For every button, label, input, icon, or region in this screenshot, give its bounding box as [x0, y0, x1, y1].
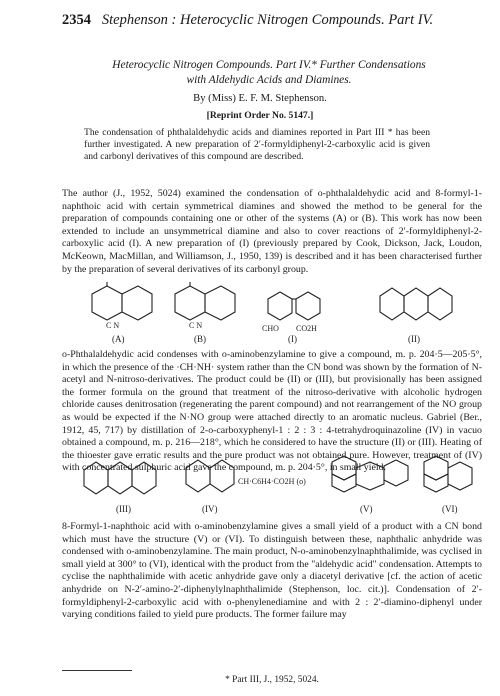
formula-V-ring2: [332, 474, 356, 492]
formula-II-ring3: [428, 288, 452, 320]
formula-label-B: (B): [194, 334, 206, 344]
title-line-2: with Aldehydic Acids and Diamines.: [186, 74, 352, 86]
footnote-rule: [62, 670, 132, 671]
formula-row-2: [62, 452, 482, 518]
article-title: [74, 58, 464, 88]
formula-I-left-group: CHO: [262, 324, 279, 333]
formula-row-1: [62, 278, 482, 346]
formula-V-ring3: [356, 462, 384, 490]
formula-IV-ring2: [210, 460, 234, 492]
formula-A-ring2: [122, 286, 152, 320]
formula-B-ring1: [175, 286, 205, 320]
abstract: The condensation of phthalaldehydic acids and diamines reported in Part III * has been further investigated. A new preparation of 2′-formyldiphenyl-2-carboxylic acid is given and carbonyl derivatives of this compound are described.: [84, 127, 430, 162]
formula-V-ring4: [384, 460, 408, 486]
formula-I-ring2: [296, 292, 320, 320]
formula-IV-ring1: [186, 460, 210, 492]
paragraph-3: [62, 521, 482, 622]
formula-I-right-group: CO2H: [296, 324, 317, 333]
formula-B-atoms: C N: [189, 321, 203, 330]
formula-II-ring2: [404, 288, 428, 320]
formula-label-A: (A): [112, 334, 125, 344]
formula-B-ring2: [205, 286, 235, 320]
formula-label-V: (V): [360, 504, 373, 514]
formula-III-ring1: [84, 462, 108, 494]
reprint-order: [Reprint Order No. 5147.]: [206, 110, 314, 121]
author-line: By (Miss) E. F. M. Stephenson.: [193, 93, 327, 104]
formula-label-I: (I): [288, 334, 297, 344]
formula-label-IV: (IV): [202, 504, 218, 514]
paragraph-1: [62, 188, 482, 276]
formula-VI-ring2: [424, 474, 448, 492]
formula-II-ring1: [380, 288, 404, 320]
formula-label-III: (III): [116, 504, 131, 514]
formula-IV-substituent: CH·C6H4·CO2H (o): [238, 477, 306, 486]
formula-label-II: (II): [408, 334, 420, 344]
formula-label-VI: (VI): [442, 504, 458, 514]
formula-A-atoms: C N: [106, 321, 120, 330]
running-header: [62, 12, 433, 29]
title-line-1: Heterocyclic Nitrogen Compounds. Part IV.* Further Condensations: [112, 59, 426, 71]
page-number: 2354: [62, 12, 91, 28]
formula-III-ring2: [108, 462, 132, 494]
formula-III-ring3: [132, 462, 156, 494]
footnote: * Part III, J., 1952, 5024.: [225, 675, 319, 685]
formula-VI-ring3: [448, 462, 472, 490]
running-title: Stephenson : Heterocyclic Nitrogen Compounds. Part IV.: [101, 12, 434, 28]
paragraph-2-text: o-Phthalaldehydic acid condenses with o-aminobenzylamine to give a compound, m. p. 204·5—205·5°, in which the presence of the ·CH·NH· system rather than the CN bond was shown by the formation of N-acetyl and N-nitroso-derivatives. The product could be (II) or (III), but provisionally has been assigned the former formula on the ground that treatment of the nitroso-derivative with alcoholic hydrogen chloride causes denitrosation (regenerating the parent compound) and not rearrangement of the NO group as would be expected if the N·NO group were attached directly to an aromatic nucleus. Gabriel (Ber., 1912, 45, 717) by distillation of 2-o-carboxyphenyl-1 : 2 : 3 : 4-tetrahydroquinazoline (IV) in vacuo obtained a compound, m. p. 216—218°, which he considered to have the structure (II) or (III). Heating of the thioester gave erratic results and the pure product was not obtained pure. However, treatment of (IV) with concentrated sulphuric acid gave the compound, m. p. 204·5°, in small yield.: [62, 349, 482, 474]
formula-I-ring1: [268, 292, 292, 320]
paragraph-1-text: The author (J., 1952, 5024) examined the condensation of o-phthalaldehydic acid and 8-formyl-1-naphthoic acid with certain symmetrical diamines and showed the method to be general for the preparation of compounds containing one or other of the systems (A) or (B). This work has now been extended to include an unsymmetrical diamine and also to cover reactions of 2′-formyldiphenyl-2-carboxylic acid (I). A new preparation of (I) (previously prepared by Cook, Dickson, Jack, Loudon, McKeown, MacMillan, and Williamson, J., 1950, 139) is described and it has been characterised further by the preparation of several derivatives of its carbonyl group.: [62, 188, 482, 275]
formula-A-ring1: [92, 286, 122, 320]
paragraph-3-text: 8-Formyl-1-naphthoic acid with o-aminobenzylamine gives a small yield of a product with a CN bond which must have the structure (V) or (VI). To distinguish between these, naphthalic anhydride was condensed with o-aminobenzylamine. The main product, N-o-aminobenzylnaphthalimide, was cyclised in small yield at 300° to (VI), identical with the product from the "aldehydic acid" condensation. Attempts to cyclise the naphthalimide with acetic anhydride gave only a diacetyl derivative [cf. the action of acetic anhydride on N-2′-amino-2′-diphenylylnaphthalimide (Stephenson, loc. cit.)]. Condensation of 2′-formyldiphenyl-2-carboxylic acid with o-phenylenediamine and with 2 : 2′-diamino-diphenyl under varying conditions failed to yield pure products. The former failure may: [62, 521, 482, 621]
